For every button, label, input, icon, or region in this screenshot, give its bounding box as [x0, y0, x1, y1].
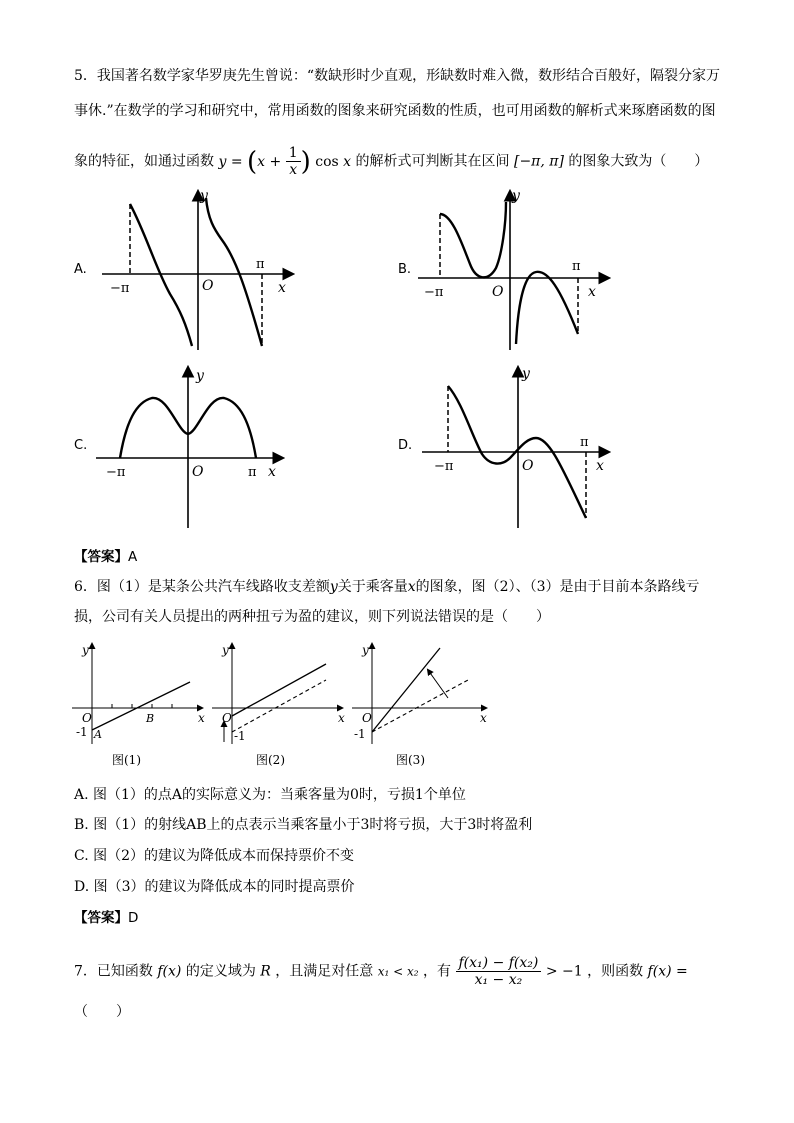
q5-a-pi: π — [256, 257, 265, 272]
q6-figure-1 — [72, 640, 207, 770]
q6-option-c: C. 图（2）的建议为降低成本而保持票价不变 — [74, 848, 355, 864]
q5-fraction: $\frac{1}{x}$ — [286, 145, 301, 178]
q5-c-pi: π — [248, 465, 257, 480]
q5-option-d-label: D. — [398, 438, 413, 453]
q5-a-y-label: y — [200, 188, 208, 204]
q6-f2-caption: 图(2) — [256, 753, 285, 767]
q5-d-x-label: x — [596, 458, 604, 474]
q6-f2-o: O — [222, 711, 232, 725]
q5-line-1: 5．我国著名数学家华罗庚先生曾说：“数缺形时少直观，形缺数时难入微，数形结合百般好，隔裂分家万 — [74, 68, 721, 84]
q6-figure-2 — [212, 640, 347, 770]
q5-a-neg-pi: −π — [110, 281, 130, 296]
q6-option-b: B. 图（1）的射线AB上的点表示当乘客量小于3时将亏损，大于3时将盈利 — [74, 817, 533, 833]
q5-line-2: 事休.”在数学的学习和研究中，常用函数的图象来研究函数的性质，也可用函数的解析式来琢磨函数的图 — [74, 103, 716, 119]
q5-b-origin: O — [492, 284, 504, 300]
q6-f3-o: O — [362, 711, 372, 725]
q5-line-3-pre: 象的特征，如通过函数 — [74, 153, 214, 170]
q6-f2-x: x — [338, 711, 345, 725]
q6-answer: 【答案】D — [74, 910, 139, 926]
q6-option-d: D. 图（3）的建议为降低成本的同时提高票价 — [74, 879, 355, 895]
q5-b-neg-pi: −π — [424, 285, 444, 300]
q7-line-1: 7．已知函数 f(x) 的定义域为 R ，且满足对任意 x₁ < x₂ ，有 $\frac{\text{f(x₁) − f(x₂)}}{\text{x₁ − x₂}}$ > −1 ，则函数 f(x) = — [74, 955, 688, 988]
q6-f3-y: y — [362, 643, 369, 657]
q7-line-2: （ ） — [74, 1004, 130, 1020]
q6-line-1: 6．图（1）是某条公共汽车线路收支差额y关于乘客量x的图象，图（2）、（3）是由于目前本条路线亏 — [74, 579, 700, 595]
q5-line-3-post: 的图象大致为（ ） — [568, 153, 709, 170]
q6-f1-b: B — [146, 712, 155, 725]
q5-line-3 — [74, 145, 708, 178]
q6-line-2: 损，公司有关人员提出的两种扭亏为盈的建议，则下列说法错误的是（ ） — [74, 609, 550, 625]
q6-f1-a: A — [94, 728, 102, 741]
q5-c-neg-pi: −π — [106, 465, 126, 480]
q5-graph-d — [418, 362, 628, 532]
q5-line-3-mid: 的解析式可判断其在区间 — [355, 153, 510, 170]
q6-f2-minus1: -1 — [234, 729, 246, 743]
q5-option-a-label: A. — [74, 262, 87, 277]
q5-graph-a — [96, 184, 306, 354]
q5-graph-c — [92, 362, 302, 532]
q6-f1-minus1: -1 — [76, 725, 88, 739]
q5-interval: [−π, π] — [513, 153, 564, 170]
q5-d-neg-pi: −π — [434, 459, 454, 474]
q5-d-origin: O — [522, 458, 534, 474]
q5-d-pi: π — [580, 435, 589, 450]
q6-f3-x: x — [480, 711, 487, 725]
q6-f1-caption: 图(1) — [112, 753, 141, 767]
q5-c-origin: O — [192, 464, 204, 480]
q5-graph-b — [412, 184, 622, 354]
q7-fraction: $\frac{\text{f(x₁) − f(x₂)}}{\text{x₁ − x₂}}$ — [456, 955, 542, 988]
q6-f1-x: x — [198, 711, 205, 725]
q6-f3-caption: 图(3) — [396, 753, 425, 767]
q5-d-y-label: y — [522, 366, 530, 382]
q5-c-y-label: y — [196, 368, 204, 384]
q5-a-origin: O — [202, 278, 214, 294]
q5-option-c-label: C. — [74, 438, 88, 453]
q6-f2-y: y — [222, 643, 229, 657]
q6-f1-o: O — [82, 711, 92, 725]
q5-option-b-label: B. — [398, 262, 412, 277]
q5-answer: 【答案】A — [74, 549, 138, 565]
q6-f3-minus1: -1 — [354, 727, 366, 741]
q6-option-a: A. 图（1）的点A的实际意义为：当乘客量为0时，亏损1个单位 — [74, 787, 466, 803]
q5-a-x-label: x — [278, 280, 286, 296]
q5-b-y-label: y — [512, 188, 520, 204]
q5-b-x-label: x — [588, 284, 596, 300]
q5-c-x-label: x — [268, 464, 276, 480]
q5-function: y = (x + $\frac{1}{x}$ ) cos x — [218, 145, 352, 178]
q6-figure-3 — [352, 640, 492, 770]
q5-b-pi: π — [572, 259, 581, 274]
q6-f1-y: y — [82, 643, 89, 657]
